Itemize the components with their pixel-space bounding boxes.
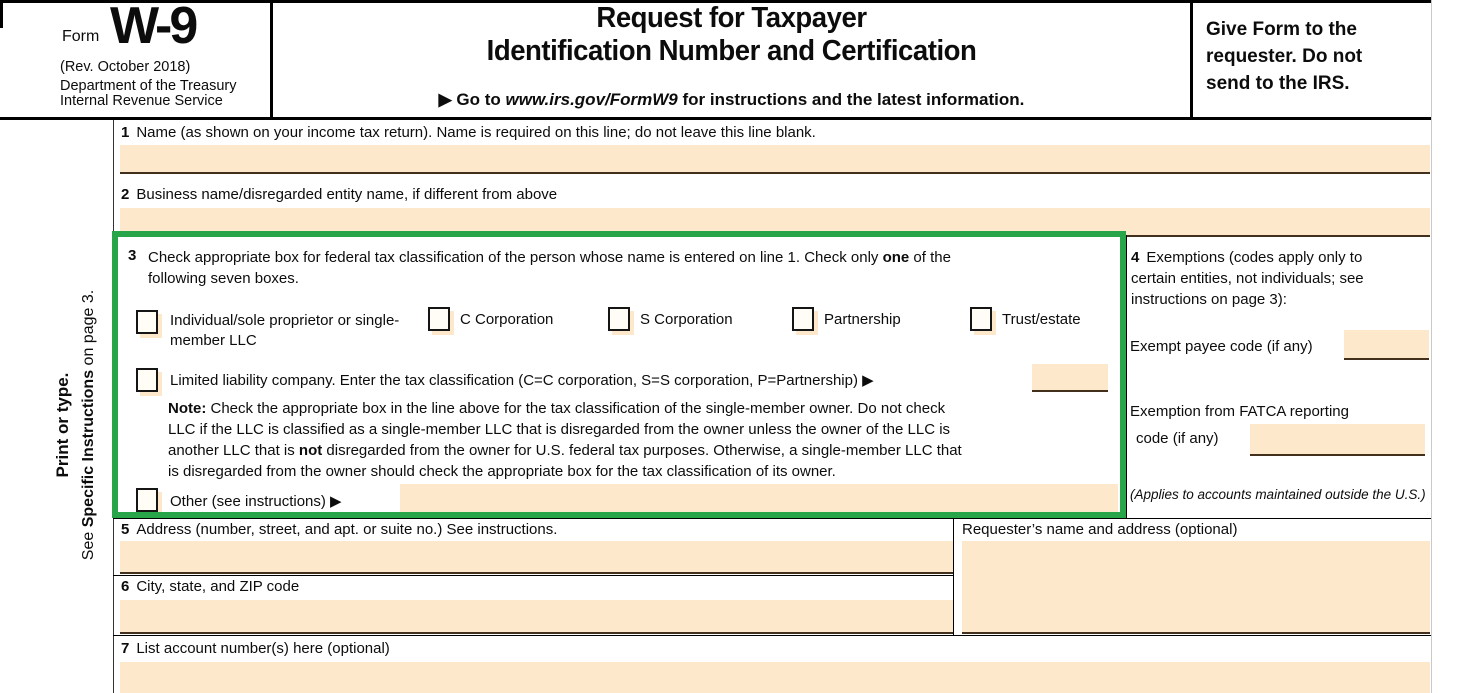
city-state-zip-input[interactable]: [120, 600, 953, 634]
line1-label: [121, 124, 816, 141]
checkbox-s-corporation[interactable]: [608, 307, 630, 331]
goto-instructions: [273, 90, 1190, 110]
account-numbers-input[interactable]: [120, 662, 1430, 693]
line2-text: Business name/disregarded entity name, if different from above: [136, 186, 558, 203]
requester-divider: [953, 518, 954, 635]
note-line4: is disregarded from the owner should check the appropriate box for the tax classification of its owner.: [168, 463, 836, 480]
label-individual-sole-proprietor: Individual/sole proprietor or single-member LLC: [170, 312, 400, 349]
line6-label: [121, 578, 299, 595]
line1-text: Name (as shown on your income tax return). Name is required on this line; do not leave this line blank.: [136, 124, 816, 141]
exempt-payee-label: Exempt payee code (if any): [1130, 338, 1313, 355]
sidebar-see: See: [80, 527, 97, 561]
sidebar-specific-instructions: Specific Instructions: [80, 369, 97, 528]
note-text3c: disregarded from the owner for U.S. federal tax purposes. Otherwise, a single-member LLC that: [322, 442, 962, 459]
requester-label: Requester’s name and address (optional): [962, 521, 1238, 538]
line3-text-one: one: [882, 249, 910, 266]
give-form-line1: Give Form to the: [1206, 19, 1357, 40]
form-number: W-9: [110, 0, 196, 55]
note-bold: Note:: [168, 400, 207, 417]
form-title-line2: Identification Number and Certification: [486, 35, 977, 67]
form-title: [296, 2, 1167, 68]
checkbox-trust-estate[interactable]: [970, 307, 992, 331]
department-line: Department of the Treasury: [60, 78, 237, 94]
requester-name-address-input[interactable]: [962, 541, 1430, 634]
top-left-corner-stub: [0, 0, 3, 28]
line4-number: 4: [1131, 249, 1140, 266]
line5-text: Address (number, street, and apt. or suite no.) See instructions.: [136, 521, 558, 538]
line5-number: 5: [121, 521, 130, 538]
row7-top-border: [113, 635, 1431, 636]
line4-label: [1131, 247, 1393, 310]
checkbox-partnership[interactable]: [792, 307, 814, 331]
label-trust-estate: Trust/estate: [1002, 311, 1081, 328]
section3-section4-divider: [1125, 235, 1127, 518]
address-input[interactable]: [120, 541, 953, 574]
note-text3a: another LLC that is: [168, 442, 299, 459]
fatca-note: (Applies to accounts maintained outside the U.S.): [1130, 487, 1426, 502]
header-divider-right: [1190, 0, 1193, 118]
row6-top-border: [113, 575, 953, 576]
form-revision: (Rev. October 2018): [60, 59, 191, 75]
note-text1: Check the appropriate box in the line above for the tax classification of the single-member owner. Do not check: [206, 400, 946, 417]
line3-text-a: Check appropriate box for federal tax classification of the person whose name is entered on line 1. Check only: [148, 249, 883, 266]
checkbox-llc[interactable]: [136, 368, 158, 392]
line6-text: City, state, and ZIP code: [136, 578, 300, 595]
llc-classification-input[interactable]: [1032, 364, 1108, 392]
sidebar-see-instructions: [76, 225, 102, 625]
print-or-type-sidebar: [50, 225, 106, 625]
fatca-label-line1: Exemption from FATCA reporting: [1130, 403, 1349, 420]
line2-number: 2: [121, 186, 130, 203]
label-llc: Limited liability company. Enter the tax classification (C=C corporation, S=S corporation, P=Partnership) ▶: [170, 372, 874, 389]
sidebar-print-or-type: Print or type.: [53, 372, 72, 478]
line1-number: 1: [121, 124, 130, 141]
form-word: Form: [62, 28, 100, 45]
note-bold-not: not: [298, 442, 323, 459]
other-input[interactable]: [400, 484, 1118, 514]
label-other: Other (see instructions) ▶: [170, 493, 342, 510]
give-form-line2: requester. Do not: [1206, 46, 1363, 67]
give-form-line3: send to the IRS.: [1206, 73, 1350, 94]
checkbox-individual-sole-proprietor[interactable]: [136, 310, 158, 334]
goto-suffix: for instructions and the latest information.: [677, 90, 1025, 109]
row5-top-border: [113, 518, 1431, 519]
line5-label: [121, 521, 557, 538]
checkbox-other[interactable]: [136, 488, 158, 512]
note-line1: [168, 400, 945, 417]
service-line: Internal Revenue Service: [60, 93, 223, 109]
business-name-input[interactable]: [120, 208, 1430, 237]
goto-arrow-icon: ▶ Go to: [438, 90, 506, 109]
line6-number: 6: [121, 578, 130, 595]
line3-text-line2: following seven boxes.: [148, 270, 299, 287]
goto-url: www.irs.gov/FormW9: [505, 90, 678, 109]
give-form-notice: [1206, 16, 1421, 97]
header-bottom-border: [0, 117, 1431, 120]
sidebar-on-page: on page 3.: [80, 289, 97, 370]
label-partnership: Partnership: [824, 311, 901, 328]
exempt-payee-code-input[interactable]: [1344, 330, 1429, 360]
note-line2: LLC if the LLC is classified as a single-member LLC that is disregarded from the owner unless the owner of the LLC is: [168, 421, 951, 438]
line3-label: [148, 247, 951, 289]
line4-text: Exemptions (codes apply only to certain entities, not individuals; see instructions on page 3):: [1131, 249, 1364, 308]
checkbox-c-corporation[interactable]: [428, 307, 450, 331]
line7-number: 7: [121, 640, 130, 657]
line2-label: [121, 186, 557, 203]
fatca-code-input[interactable]: [1250, 424, 1425, 456]
page-right-edge: [1431, 0, 1432, 693]
name-input[interactable]: [120, 145, 1430, 174]
fatca-label-line2: code (if any): [1136, 430, 1219, 447]
line3-text-c: of the: [909, 249, 951, 266]
line7-text: List account number(s) here (optional): [136, 640, 390, 657]
left-gutter-divider: [113, 120, 114, 693]
note-line3: [168, 442, 962, 459]
line3-number: 3: [128, 247, 137, 264]
form-title-line1: Request for Taxpayer: [596, 2, 867, 34]
label-s-corporation: S Corporation: [640, 311, 733, 328]
line7-label: [121, 640, 390, 657]
label-c-corporation: C Corporation: [460, 311, 554, 328]
